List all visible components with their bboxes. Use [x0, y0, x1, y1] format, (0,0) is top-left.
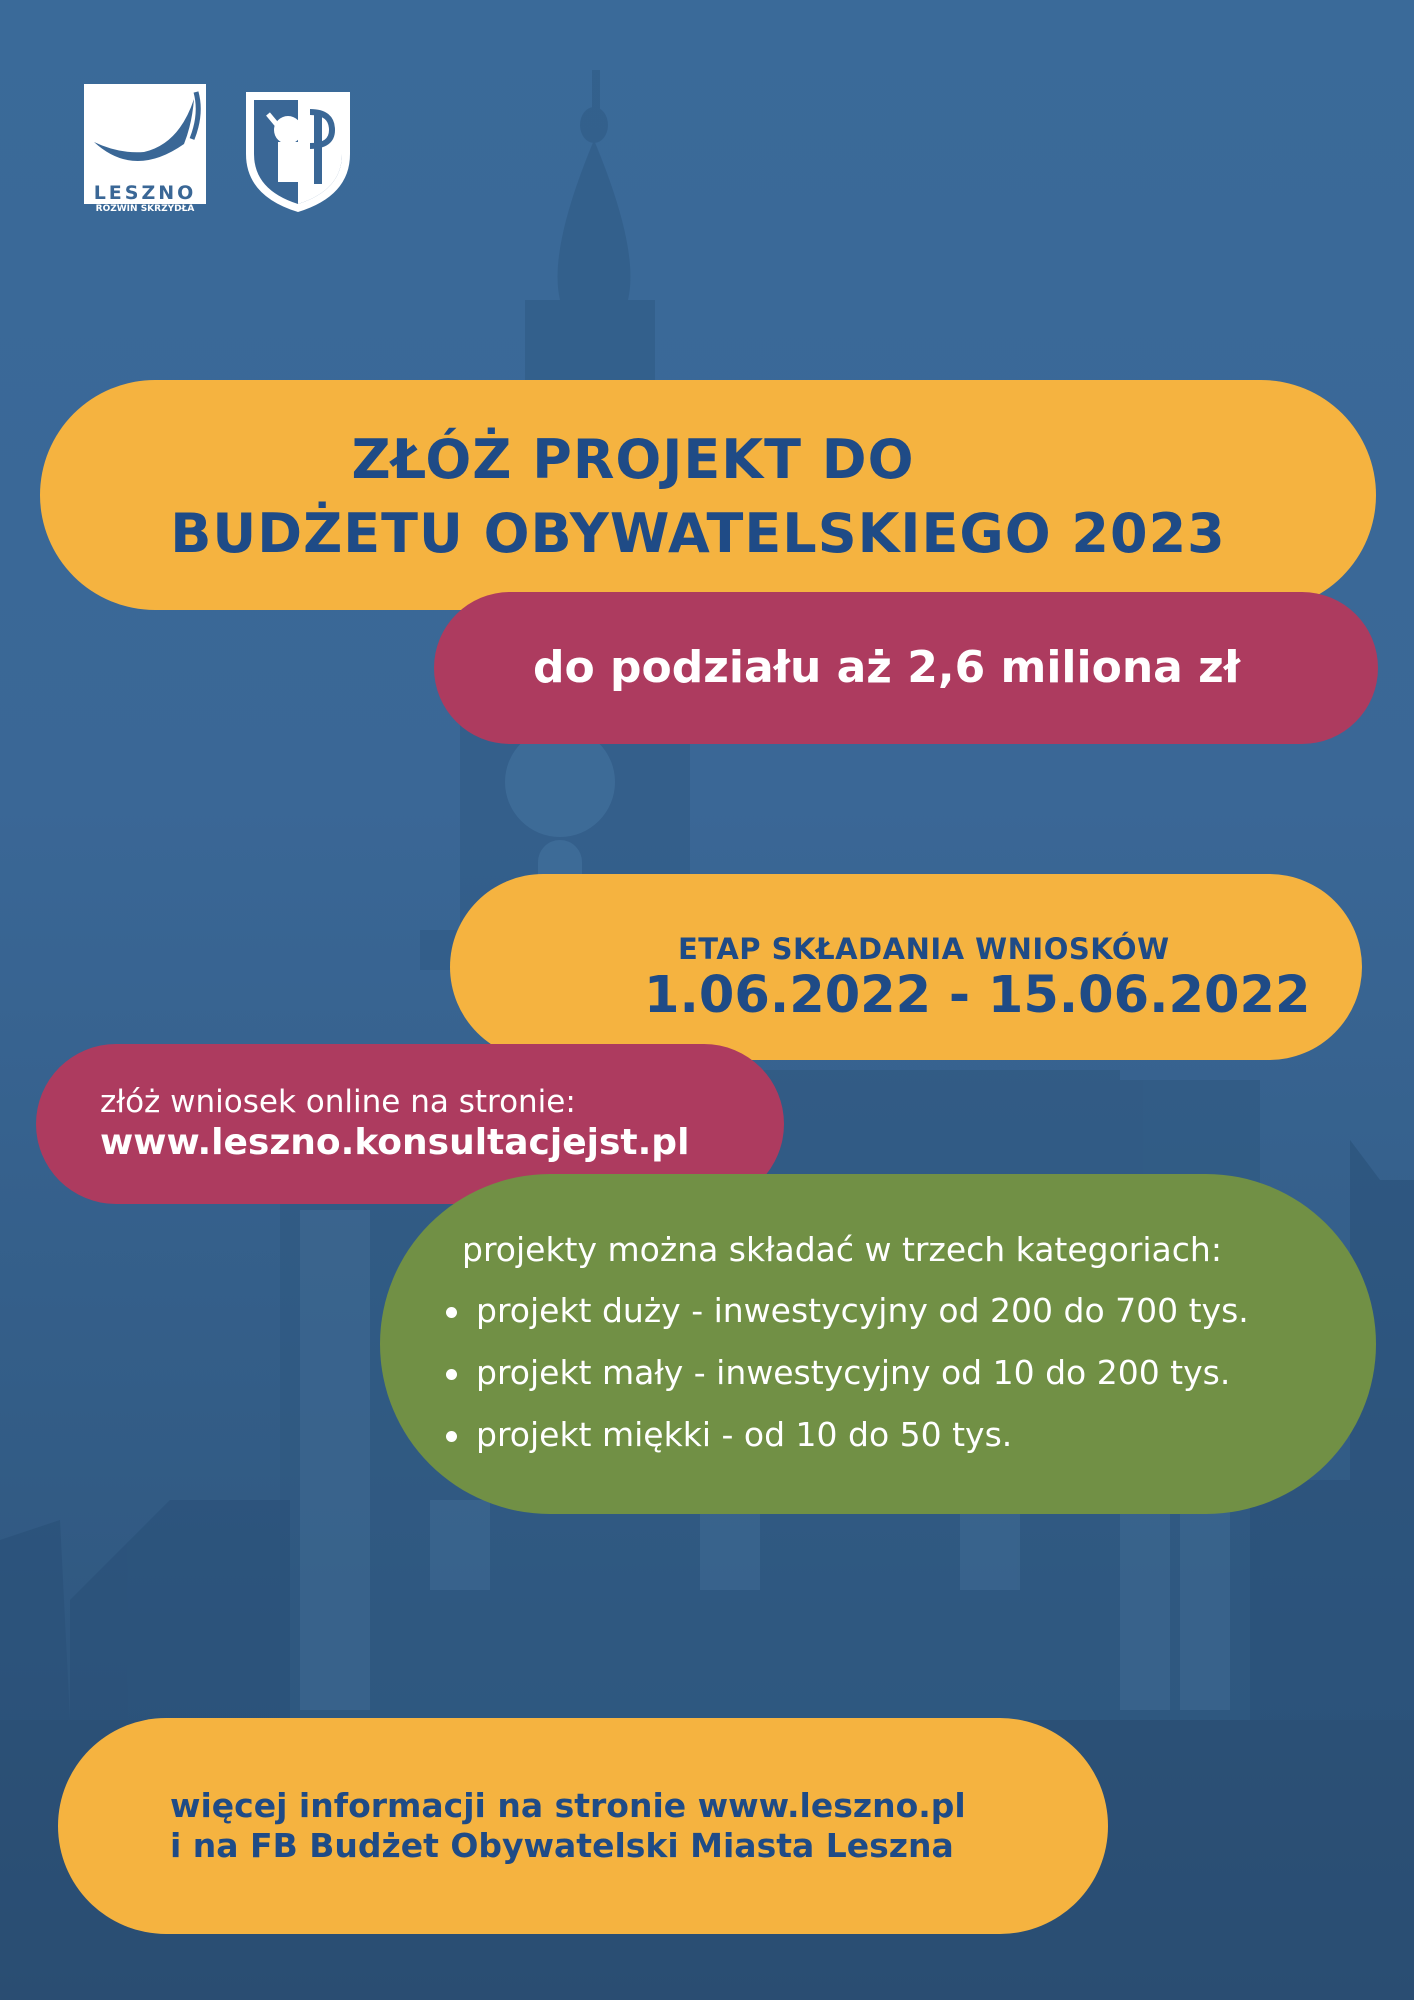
online-text: złóż wniosek online na stronie: [100, 1084, 576, 1120]
more-info-line-1: więcej informacji na stronie www.leszno.pl [170, 1786, 966, 1825]
category-item-large: projekt duży - inwestycyjny od 200 do 700 tys. [440, 1280, 1249, 1342]
leszno-logo-text: LESZNO [84, 182, 206, 204]
leszno-logo [84, 84, 206, 214]
stage-label: ETAP SKŁADANIA WNIOSKÓW [678, 932, 1170, 966]
category-item-small: projekt mały - inwestycyjny od 10 do 200 tys. [440, 1342, 1249, 1404]
stage-dates: 1.06.2022 - 15.06.2022 [644, 966, 1311, 1025]
amount-text: do podziału aż 2,6 miliona zł [533, 642, 1241, 693]
headline-line-1: ZŁÓŻ PROJEKT DO [351, 428, 915, 491]
online-url[interactable]: www.leszno.konsultacjejst.pl [100, 1122, 690, 1163]
coat-of-arms-icon [240, 84, 356, 216]
more-info-line-2: i na FB Budżet Obywatelski Miasta Leszna [170, 1826, 954, 1865]
headline-banner [40, 380, 1376, 610]
categories-intro: projekty można składać w trzech kategoriach: [462, 1230, 1222, 1269]
categories-list [440, 1280, 1249, 1466]
leszno-logo-mark [84, 84, 206, 188]
headline-line-2: BUDŻETU OBYWATELSKIEGO 2023 [170, 502, 1226, 565]
category-item-soft: projekt miękki - od 10 do 50 tys. [440, 1404, 1249, 1466]
leszno-logo-tagline: ROZWIŃ SKRZYDŁA [95, 204, 195, 214]
